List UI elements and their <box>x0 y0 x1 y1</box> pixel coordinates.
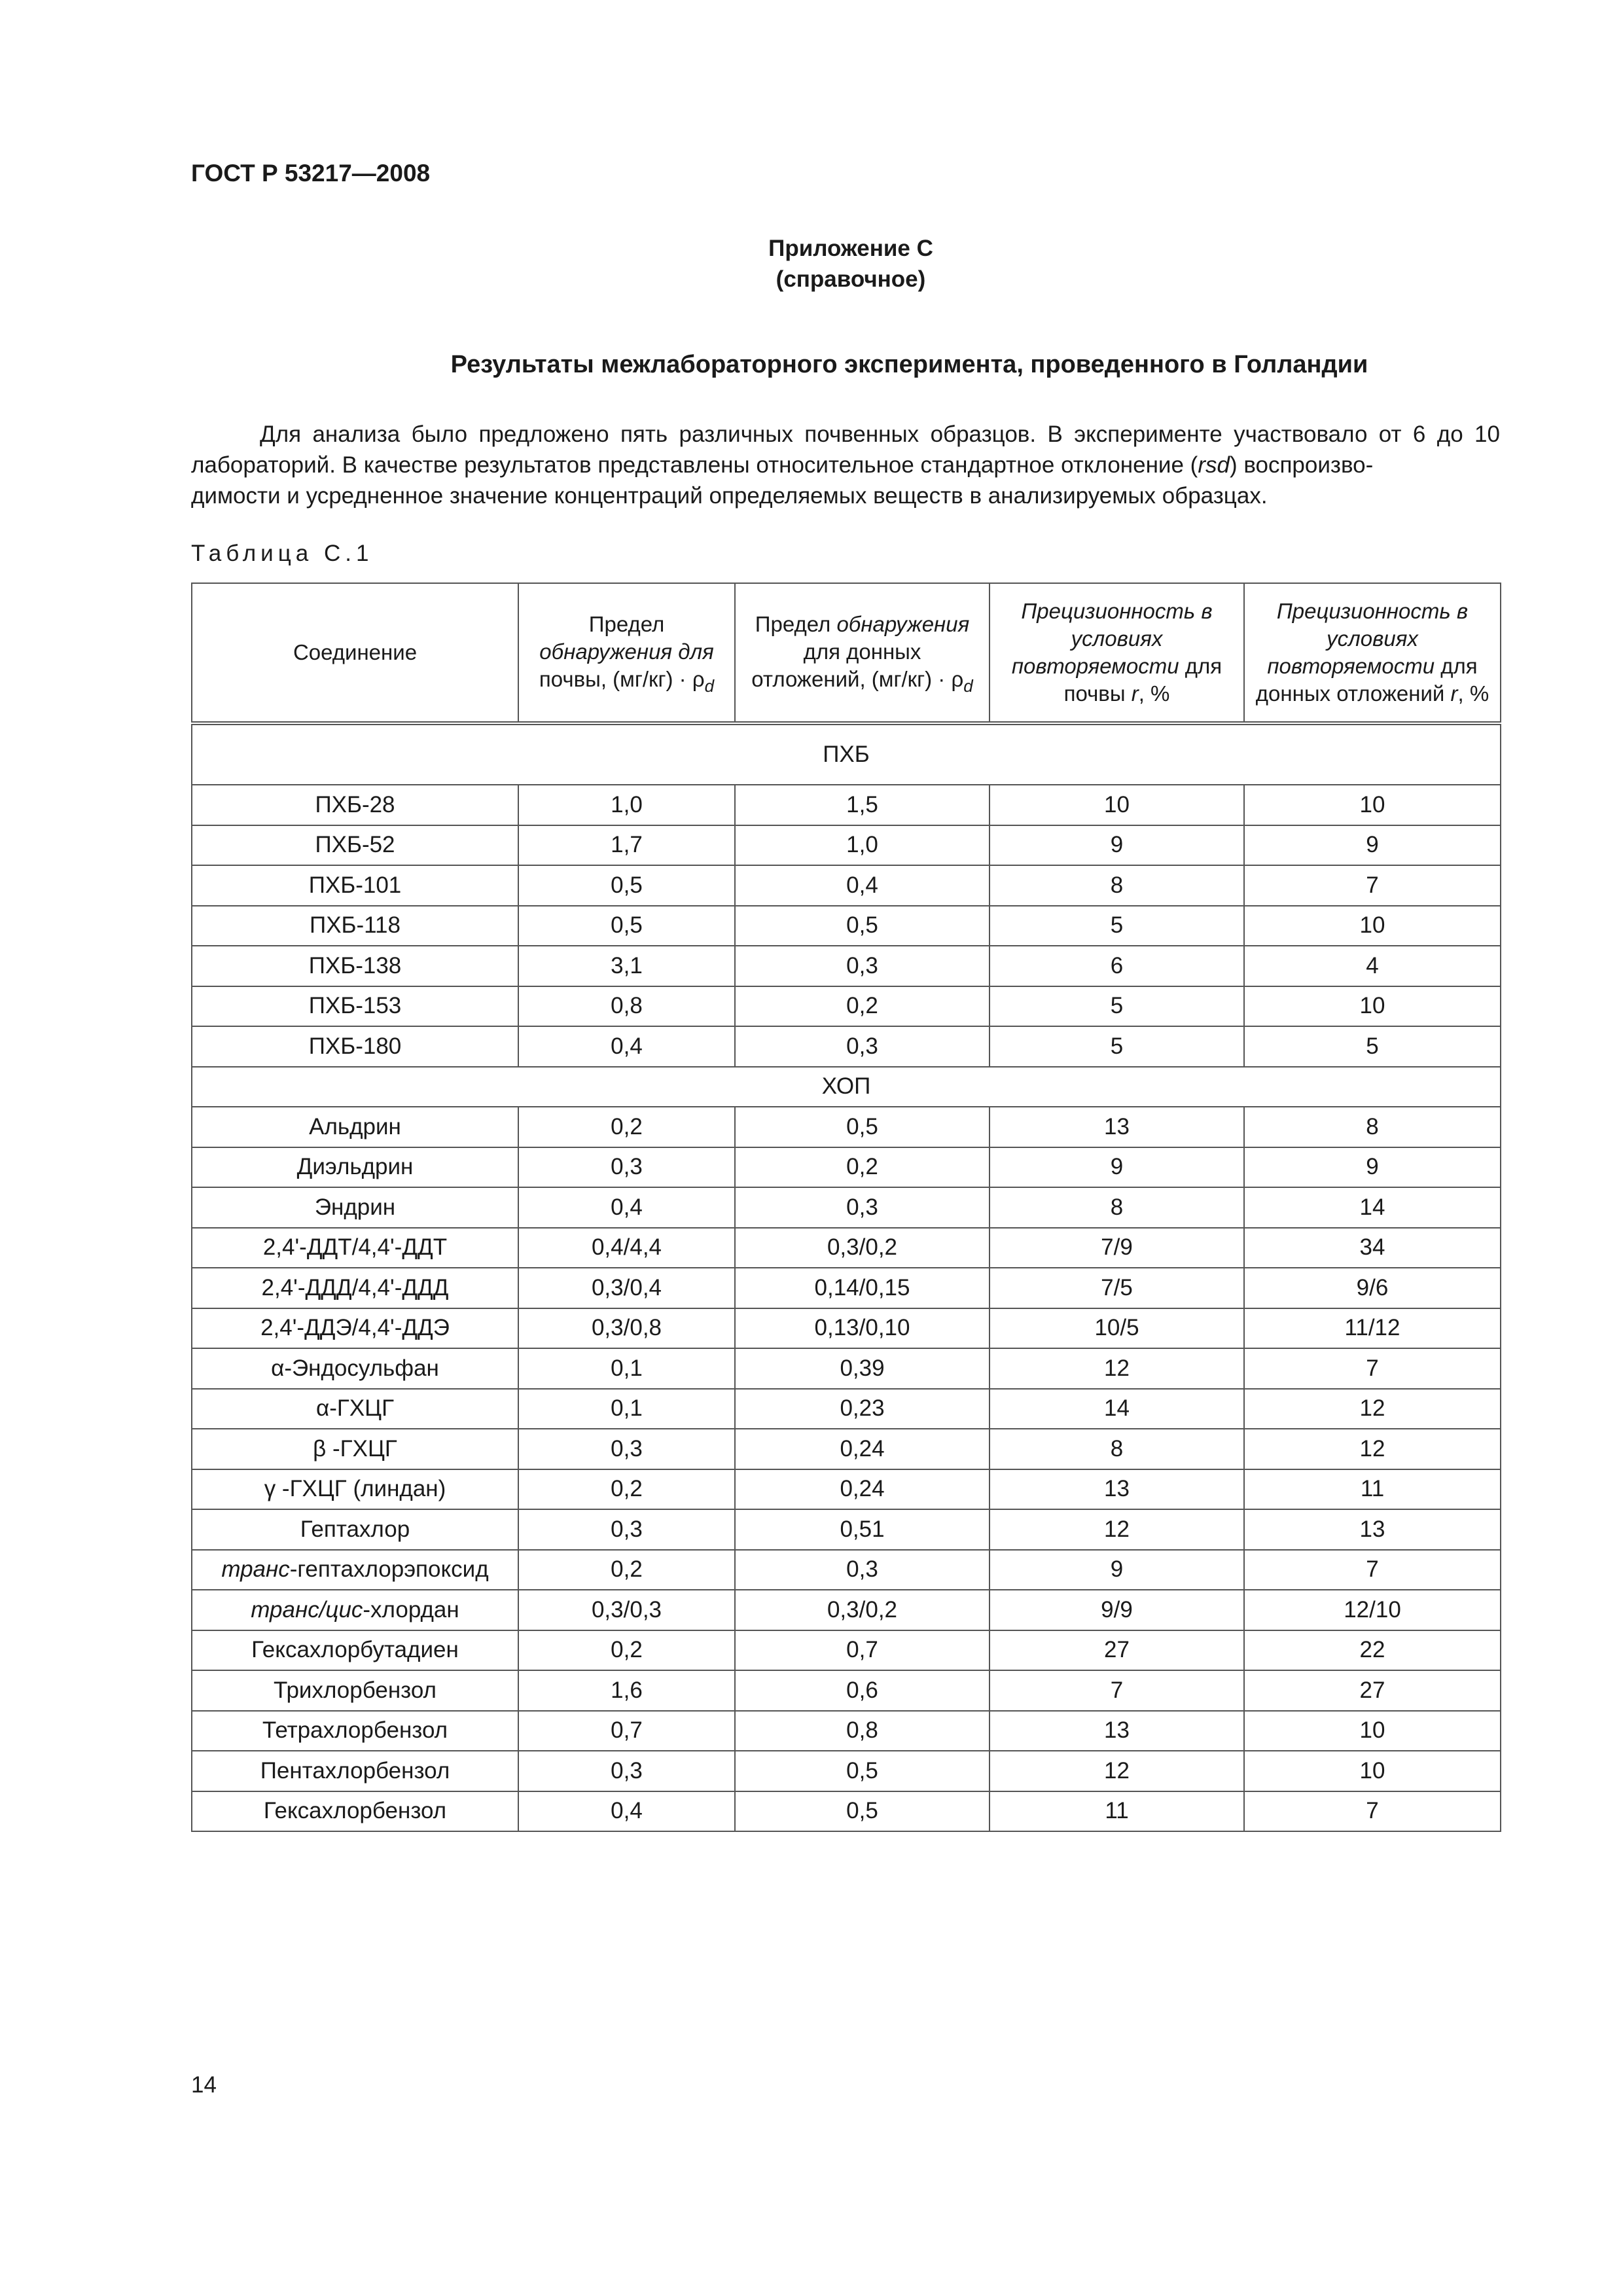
value-cell: 9 <box>1244 1147 1501 1188</box>
value-cell: 1,7 <box>518 825 735 866</box>
group-row-pcb <box>192 723 1501 785</box>
value-cell: 0,3 <box>518 1509 735 1550</box>
intro-text-2: ) воспроизво- <box>1229 452 1374 478</box>
value-cell: 0,23 <box>735 1389 990 1429</box>
value-cell: 5 <box>990 906 1244 946</box>
value-cell: 0,3/0,2 <box>735 1228 990 1268</box>
compound-cell: 2,4'-ДДЭ/4,4'-ДДЭ <box>192 1308 518 1349</box>
value-cell: 10 <box>1244 1751 1501 1791</box>
value-cell: 9 <box>990 825 1244 866</box>
compound-cell: Гептахлор <box>192 1509 518 1550</box>
value-cell: 12 <box>990 1751 1244 1791</box>
value-cell: 0,5 <box>735 1107 990 1147</box>
value-cell: 0,3 <box>518 1429 735 1469</box>
compound-cell: ПХБ-118 <box>192 906 518 946</box>
value-cell: 0,3 <box>735 946 990 986</box>
value-cell: 12/10 <box>1244 1590 1501 1630</box>
intro-rsd: rsd <box>1198 452 1230 478</box>
intro-paragraph <box>191 419 1500 511</box>
value-cell: 0,24 <box>735 1429 990 1469</box>
value-cell: 3,1 <box>518 946 735 986</box>
table-row <box>192 1469 1501 1510</box>
table-row <box>192 1389 1501 1429</box>
value-cell: 1,5 <box>735 785 990 825</box>
intro-last-line: димости и усредненное значение концентраций определяемых веществ в анализируемых образцах. <box>191 483 1268 509</box>
value-cell: 10 <box>1244 986 1501 1027</box>
value-cell: 0,7 <box>518 1711 735 1751</box>
table-row <box>192 946 1501 986</box>
table-row <box>192 1791 1501 1832</box>
compound-suffix: -хлордан <box>363 1596 459 1623</box>
value-cell: 0,2 <box>518 1469 735 1510</box>
value-cell: 27 <box>1244 1670 1501 1711</box>
value-cell: 0,5 <box>735 906 990 946</box>
value-cell: 10 <box>1244 906 1501 946</box>
compound-cell: Гексахлорбензол <box>192 1791 518 1832</box>
table-row <box>192 865 1501 906</box>
value-cell: 0,5 <box>518 865 735 906</box>
value-cell: 0,3 <box>735 1550 990 1590</box>
value-cell: 0,3/0,8 <box>518 1308 735 1349</box>
value-cell: 10/5 <box>990 1308 1244 1349</box>
compound-cell <box>192 1590 518 1630</box>
value-cell: 4 <box>1244 946 1501 986</box>
group-row-ocp <box>192 1067 1501 1107</box>
annex-note: (справочное) <box>776 266 926 292</box>
value-cell: 0,5 <box>735 1791 990 1832</box>
value-cell: 0,8 <box>735 1711 990 1751</box>
value-cell: 0,4 <box>735 865 990 906</box>
value-cell: 8 <box>1244 1107 1501 1147</box>
value-cell: 12 <box>990 1509 1244 1550</box>
value-cell: 0,3 <box>735 1026 990 1067</box>
value-cell: 11 <box>990 1791 1244 1832</box>
value-cell: 0,6 <box>735 1670 990 1711</box>
value-cell: 0,1 <box>518 1389 735 1429</box>
table-row <box>192 785 1501 825</box>
value-cell: 7 <box>990 1670 1244 1711</box>
compound-cell: 2,4'-ДДТ/4,4'-ДДТ <box>192 1228 518 1268</box>
table-row <box>192 1670 1501 1711</box>
header-compound: Соединение <box>192 583 518 723</box>
value-cell: 27 <box>990 1630 1244 1671</box>
header-sediment-detection-limit: Предел обнаружения для донных отложений, $(мг/кг) \cdot \rho_d$ <box>735 583 990 723</box>
table-row <box>192 1348 1501 1389</box>
value-cell: 0,24 <box>735 1469 990 1510</box>
value-cell: 9 <box>990 1147 1244 1188</box>
table-caption: Таблица С.1 <box>191 541 374 566</box>
value-cell: 0,4 <box>518 1026 735 1067</box>
value-cell: 0,4 <box>518 1187 735 1228</box>
value-cell: 9/6 <box>1244 1268 1501 1308</box>
group-label-pcb: ПХБ <box>192 723 1501 785</box>
annex-title: Приложение С <box>768 236 933 261</box>
value-cell: 6 <box>990 946 1244 986</box>
value-cell: 0,14/0,15 <box>735 1268 990 1308</box>
header-soil-detection-limit: Предел обнаружения для почвы, $(мг/кг) \cdot \rho_d$ <box>518 583 735 723</box>
value-cell: 34 <box>1244 1228 1501 1268</box>
table-row <box>192 1509 1501 1550</box>
value-cell: 10 <box>1244 785 1501 825</box>
value-cell: 12 <box>1244 1429 1501 1469</box>
value-cell: 0,7 <box>735 1630 990 1671</box>
value-cell: 1,0 <box>735 825 990 866</box>
compound-cell: 2,4'-ДДД/4,4'-ДДД <box>192 1268 518 1308</box>
value-cell: 11/12 <box>1244 1308 1501 1349</box>
table-row <box>192 1107 1501 1147</box>
compound-cell: β -ГХЦГ <box>192 1429 518 1469</box>
table-row <box>192 1429 1501 1469</box>
value-cell: 9 <box>1244 825 1501 866</box>
table-row <box>192 1147 1501 1188</box>
value-cell: 0,2 <box>735 1147 990 1188</box>
compound-prefix: транс <box>221 1556 290 1583</box>
value-cell: 8 <box>990 865 1244 906</box>
value-cell: 0,13/0,10 <box>735 1308 990 1349</box>
compound-cell: Пентахлорбензол <box>192 1751 518 1791</box>
value-cell: 7/9 <box>990 1228 1244 1268</box>
value-cell: 0,4/4,4 <box>518 1228 735 1268</box>
compound-cell: Эндрин <box>192 1187 518 1228</box>
value-cell: 5 <box>990 1026 1244 1067</box>
group-label-ocp: ХОП <box>192 1067 1501 1107</box>
compound-cell: ПХБ-180 <box>192 1026 518 1067</box>
value-cell: 0,4 <box>518 1791 735 1832</box>
table-row <box>192 1630 1501 1671</box>
value-cell: 1,6 <box>518 1670 735 1711</box>
table-row <box>192 1268 1501 1308</box>
header-sediment-precision: Прецизионность в условиях повторяемости для донных отложений r, % <box>1244 583 1501 723</box>
value-cell: 8 <box>990 1187 1244 1228</box>
compound-cell: ПХБ-52 <box>192 825 518 866</box>
results-table <box>191 583 1501 1832</box>
header-soil-precision: Прецизионность в условиях повторяемости для почвы r, % <box>990 583 1244 723</box>
table-row <box>192 1308 1501 1349</box>
value-cell: 7 <box>1244 865 1501 906</box>
annex-heading <box>654 233 1047 295</box>
value-cell: 0,39 <box>735 1348 990 1389</box>
compound-cell: ПХБ-138 <box>192 946 518 986</box>
compound-cell: α-ГХЦГ <box>192 1389 518 1429</box>
value-cell: 14 <box>990 1389 1244 1429</box>
compound-cell: α-Эндосульфан <box>192 1348 518 1389</box>
intro-text-1: Для анализа было предложено пять различных почвенных образцов. В эксперименте участвовало от 6 до 10 лабораторий. В качестве результатов представлены относительное стандартное отклонение ( <box>191 422 1500 478</box>
value-cell: 13 <box>1244 1509 1501 1550</box>
compound-cell: Диэльдрин <box>192 1147 518 1188</box>
compound-cell <box>192 1550 518 1590</box>
table-row <box>192 1187 1501 1228</box>
compound-cell: Трихлорбензол <box>192 1670 518 1711</box>
value-cell: 0,1 <box>518 1348 735 1389</box>
value-cell: 13 <box>990 1469 1244 1510</box>
compound-cell: Тетрахлорбензол <box>192 1711 518 1751</box>
value-cell: 14 <box>1244 1187 1501 1228</box>
value-cell: 13 <box>990 1711 1244 1751</box>
page-number: 14 <box>191 2072 217 2098</box>
table-row <box>192 1228 1501 1268</box>
value-cell: 11 <box>1244 1469 1501 1510</box>
table-row <box>192 1751 1501 1791</box>
table-row <box>192 1550 1501 1590</box>
value-cell: 12 <box>1244 1389 1501 1429</box>
compound-cell: Альдрин <box>192 1107 518 1147</box>
value-cell: 0,8 <box>518 986 735 1027</box>
value-cell: 9/9 <box>990 1590 1244 1630</box>
table-row <box>192 906 1501 946</box>
value-cell: 10 <box>990 785 1244 825</box>
value-cell: 10 <box>1244 1711 1501 1751</box>
value-cell: 0,3/0,4 <box>518 1268 735 1308</box>
document-code: ГОСТ Р 53217—2008 <box>191 160 431 187</box>
value-cell: 7 <box>1244 1348 1501 1389</box>
value-cell: 0,3 <box>518 1751 735 1791</box>
compound-cell: ПХБ-28 <box>192 785 518 825</box>
value-cell: 1,0 <box>518 785 735 825</box>
value-cell: 0,2 <box>518 1550 735 1590</box>
table-row <box>192 1590 1501 1630</box>
compound-prefix: транс/цис <box>251 1596 363 1623</box>
value-cell: 0,5 <box>735 1751 990 1791</box>
value-cell: 7 <box>1244 1791 1501 1832</box>
value-cell: 0,5 <box>518 906 735 946</box>
value-cell: 7 <box>1244 1550 1501 1590</box>
value-cell: 9 <box>990 1550 1244 1590</box>
value-cell: 0,3 <box>518 1147 735 1188</box>
compound-suffix: -гептахлорэпоксид <box>289 1556 489 1583</box>
value-cell: 5 <box>1244 1026 1501 1067</box>
table-row <box>192 986 1501 1027</box>
compound-cell: ПХБ-101 <box>192 865 518 906</box>
value-cell: 0,3/0,2 <box>735 1590 990 1630</box>
compound-cell: Гексахлорбутадиен <box>192 1630 518 1671</box>
value-cell: 0,3 <box>735 1187 990 1228</box>
compound-cell: ПХБ-153 <box>192 986 518 1027</box>
section-title: Результаты межлабораторного эксперимента, проведенного в Голландии <box>450 351 1368 378</box>
value-cell: 0,2 <box>735 986 990 1027</box>
value-cell: 12 <box>990 1348 1244 1389</box>
value-cell: 0,2 <box>518 1630 735 1671</box>
compound-cell: γ -ГХЦГ (линдан) <box>192 1469 518 1510</box>
value-cell: 8 <box>990 1429 1244 1469</box>
table-row <box>192 825 1501 866</box>
value-cell: 0,2 <box>518 1107 735 1147</box>
table-row <box>192 1711 1501 1751</box>
table-header-row <box>192 583 1501 723</box>
value-cell: 13 <box>990 1107 1244 1147</box>
value-cell: 22 <box>1244 1630 1501 1671</box>
value-cell: 0,51 <box>735 1509 990 1550</box>
value-cell: 7/5 <box>990 1268 1244 1308</box>
table-row <box>192 1026 1501 1067</box>
value-cell: 5 <box>990 986 1244 1027</box>
value-cell: 0,3/0,3 <box>518 1590 735 1630</box>
